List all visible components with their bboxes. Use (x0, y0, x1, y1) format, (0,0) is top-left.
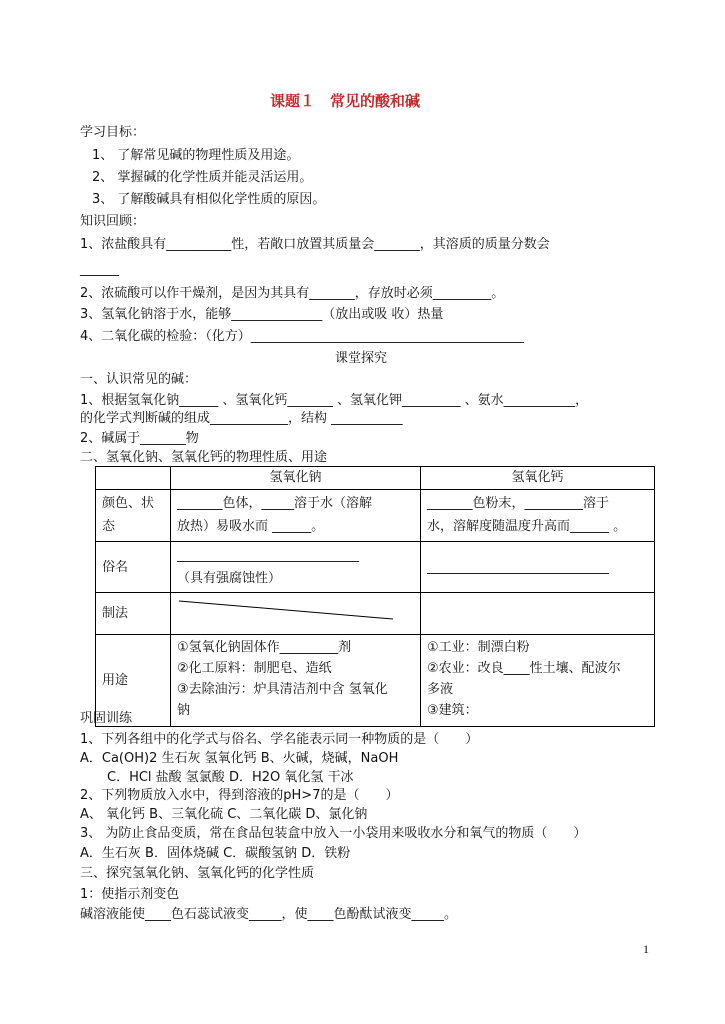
table-header-caoh: 氢氧化钙 (421, 467, 655, 490)
cell-line: ③去除油污：炉具清洁剂中含 氢氧化 (177, 682, 388, 697)
cell-line: ____________________________ (177, 548, 359, 563)
table-cell (171, 490, 421, 542)
review-line: 1、浓盐酸具有__________性，若敞口放置其质量会_______，其溶质的质量分数会 (80, 237, 550, 252)
table-cell (421, 593, 655, 635)
cell-line: 钠 (177, 703, 191, 718)
cell-line: 水，溶解度随温度升高而______ 。 (427, 519, 627, 534)
goals-heading: 学习目标： (80, 125, 146, 140)
review-line: 2、浓硫酸可以作干燥剂，是因为其具有_______，存放时必须_________。 (80, 286, 505, 301)
section-heading: 一、认识常见的碱： (80, 372, 198, 387)
table-cell (421, 490, 655, 542)
page-number: 1 (643, 942, 649, 956)
row-label: 俗名 (96, 542, 171, 593)
practice-line: 3、 为防止食品变质，常在食品包装盒中放入一小袋用来吸收水分和氧气的物质（ ） (80, 826, 587, 841)
practice-line: 2、下列物质放入水中，得到溶液的pH>7的是（ ） (80, 788, 399, 803)
cell-line: ____________________________ (427, 559, 609, 575)
cell-line: ①工业：制漂白粉 (427, 640, 530, 655)
goal-item: 3、 了解酸碱具有相似化学性质的原因。 (92, 192, 326, 207)
diagonal-slash (171, 593, 409, 633)
goal-item: 1、 了解常见碱的物理性质及用途。 (92, 148, 300, 163)
table-cell (171, 593, 421, 635)
practice-heading: 巩固训练 (80, 711, 133, 726)
review-line: 4、二氧化碳的检验：（化方）__________________________________________ (80, 329, 524, 344)
table-cell (171, 635, 421, 727)
row-label: 用途 (96, 635, 171, 727)
cell-line: 多液 (427, 682, 454, 697)
explore-line: 1、根据氢氧化钠______ 、氢氧化钙_______ 、氢氧化钾_________ 、氨水___________， (80, 393, 589, 408)
table-header-naoh: 氢氧化钠 (171, 467, 421, 490)
part3-line: 碱溶液能使____色石蕊试液变_____，使____色酚酞试液变_____。 (80, 907, 458, 922)
practice-line: A．Ca(OH)2 生石灰 氢氧化钙 B、火碱，烧碱，NaOH (80, 751, 399, 766)
explore-line: 2、碱属于_______物 (80, 431, 199, 446)
explore-heading: 课堂探究 (335, 351, 388, 366)
table-header-empty (96, 467, 171, 490)
properties-table (95, 466, 655, 727)
goal-item: 2、 掌握碱的化学性质并能灵活运用。 (92, 170, 313, 185)
cell-line: ①氢氧化钠固体作_________剂 (177, 640, 352, 655)
explore-line: 的化学式判断碱的组成____________，结构 ___________ (80, 411, 403, 426)
practice-line: C．HCl 盐酸 氢氯酸 D．H2O 氧化氢 干冰 (107, 770, 354, 785)
cell-line: 放热）易吸水而 ______。 (177, 519, 325, 534)
review-line: 3、氢氧化钠溶于水，能够______________（放出或吸 收）热量 (80, 307, 444, 322)
review-heading: 知识回顾： (80, 214, 146, 229)
cell-line: ②化工原料：制肥皂、造纸 (177, 661, 332, 676)
row-label: 颜色、状态 (96, 490, 171, 542)
practice-line: A、 氧化钙 B、三氧化硫 C、二氧化碳 D、氯化钠 (80, 807, 368, 822)
practice-line: A．生石灰 B．固体烧碱 C．碳酸氢钠 D．铁粉 (80, 846, 351, 861)
cell-line: ②农业：改良____性土壤、配波尔 (427, 661, 621, 676)
subsection-heading: 1：使指示剂变色 (80, 887, 180, 902)
cell-line: ③建筑： (427, 703, 478, 718)
section-heading: 三、探究氢氧化钠、氢氧化钙的化学性质 (80, 866, 315, 881)
table-cell (421, 635, 655, 727)
review-line: ______ (80, 262, 119, 277)
cell-line: _______色粉末，_________溶于 (427, 496, 610, 511)
page-title: 课题１ 常见的酸和碱 (270, 92, 421, 110)
row-label: 制法 (96, 593, 171, 635)
cell-line: （具有强腐蚀性） (177, 571, 282, 586)
table-cell (171, 542, 421, 593)
section-heading: 二、氢氧化钠、氢氧化钙的物理性质、用途 (80, 450, 328, 465)
practice-line: 1、下列各组中的化学式与俗名、学名能表示同一种物质的是（ ） (80, 732, 479, 747)
cell-line: _______色体，_____溶于水（溶解 (177, 496, 373, 511)
table-cell (421, 542, 655, 593)
